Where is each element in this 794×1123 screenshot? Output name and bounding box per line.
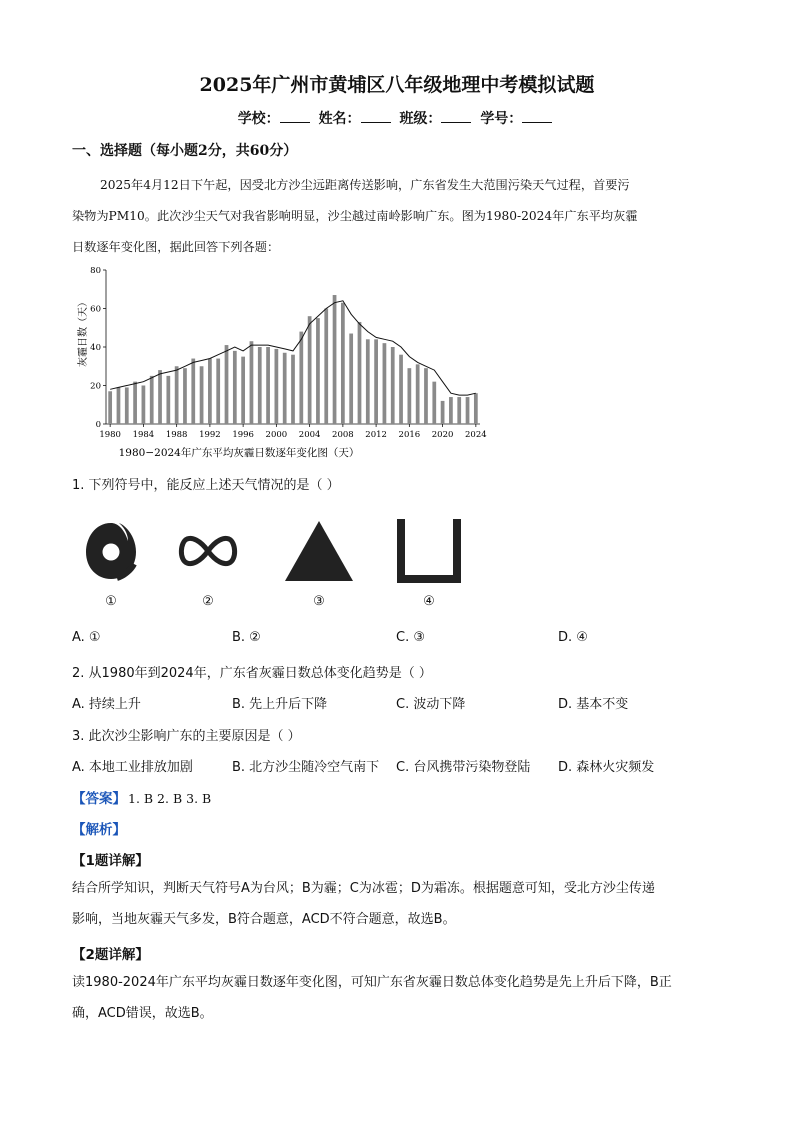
q3-option-a[interactable]: A. 本地工业排放加剧 [72, 760, 193, 775]
bar-2013 [383, 343, 387, 424]
x-tick-label: 1992 [199, 430, 221, 440]
bar-1997 [250, 341, 254, 424]
x-tick-label: 2008 [332, 430, 354, 440]
hail-icon [283, 519, 355, 583]
detail-1-line: 结合所学知识，判断天气符号A为台风；B为霾；C为冰雹；D为霜冻。根据题意可知，受北方沙尘传递 [72, 881, 655, 896]
x-tick-label: 2004 [298, 430, 321, 440]
q1-option-a[interactable]: A. ① [72, 630, 101, 645]
q1-option-c[interactable]: C. ③ [396, 630, 425, 645]
school-label: 学校： [237, 111, 280, 127]
x-tick-label: 1984 [132, 430, 155, 440]
detail-2-tag: 【2题详解】 [72, 947, 149, 963]
bar-1986 [158, 370, 162, 424]
bar-2003 [299, 332, 303, 424]
name-label: 姓名： [318, 111, 361, 127]
haze-icon [176, 532, 240, 570]
x-tick-label: 2020 [431, 430, 454, 440]
bar-2014 [391, 347, 395, 424]
bar-2009 [349, 334, 353, 424]
section-heading: 一、选择题（每小题2分，共60分） [72, 143, 298, 159]
bar-1993 [216, 359, 220, 424]
bar-1983 [133, 382, 137, 424]
q1-option-d[interactable]: D. ④ [558, 630, 588, 645]
bar-1999 [266, 347, 270, 424]
intro-line: 2025年4月12日下午起，因受北方沙尘远距离传送影响，广东省发生大范围污染天气过程，首要污 [100, 178, 630, 192]
detail-1-line: 影响，当地灰霾天气多发，B符合题意，ACD不符合题意，故选B。 [72, 912, 456, 927]
chart-title: 1980−2024年广东平均灰霾日数逐年变化图（天） [118, 447, 360, 459]
bar-1992 [208, 359, 212, 424]
y-tick-label: 20 [90, 381, 101, 392]
question-3: 3. 此次沙尘影响广东的主要原因是（ ） [72, 729, 301, 744]
bar-2019 [432, 382, 436, 424]
symbol-label-2: ② [202, 594, 214, 609]
bar-2015 [399, 355, 403, 424]
detail-1-tag: 【1题详解】 [72, 853, 149, 869]
question-1: 1. 下列符号中，能反应上述天气情况的是（ ） [72, 478, 340, 493]
bar-1980 [108, 391, 112, 424]
x-tick-label: 1988 [165, 430, 188, 440]
bar-1982 [125, 387, 129, 424]
frost-icon [397, 519, 461, 583]
x-tick-label: 2024 [465, 430, 487, 440]
haze-days-chart [74, 262, 494, 462]
detail-2-line: 确，ACD错误，故选B。 [72, 1006, 213, 1021]
answer-line [72, 787, 211, 807]
q2-option-a[interactable]: A. 持续上升 [72, 697, 141, 712]
x-tick-label: 2000 [265, 430, 288, 440]
bar-1985 [150, 376, 154, 424]
answer-text: 1. B 2. B 3. B [128, 791, 212, 806]
x-tick-label: 2016 [398, 430, 421, 440]
chart-bars [108, 295, 477, 424]
symbol-label-4: ④ [423, 594, 435, 609]
bar-2004 [308, 316, 312, 424]
analysis-tag: 【解析】 [72, 822, 126, 838]
x-tick-label: 2012 [365, 430, 387, 440]
chart-ylabel: 灰霾日数（天） [78, 297, 89, 367]
bar-2020 [441, 401, 445, 424]
q3-option-c[interactable]: C. 台风携带污染物登陆 [396, 760, 531, 775]
bar-1988 [175, 366, 179, 424]
detail-2-line: 读1980-2024年广东平均灰霾日数逐年变化图，可知广东省灰霾日数总体变化趋势是先上升后下降，B正 [72, 975, 672, 990]
symbol-label-1: ① [105, 594, 117, 609]
bar-2010 [358, 322, 362, 424]
x-tick-label: 1996 [232, 430, 254, 440]
class-label: 班级： [399, 111, 442, 127]
q3-option-d[interactable]: D. 森林火灾频发 [558, 760, 655, 775]
detail-1-paragraph [72, 873, 722, 935]
typhoon-icon [84, 516, 138, 584]
bar-1994 [225, 345, 229, 424]
class-blank[interactable] [441, 110, 471, 123]
y-tick-label: 80 [90, 266, 101, 276]
bar-2005 [316, 318, 320, 424]
bar-2017 [416, 364, 420, 424]
bar-2021 [449, 397, 453, 424]
bar-2006 [324, 309, 328, 425]
y-tick-label: 60 [90, 304, 101, 315]
q2-option-c[interactable]: C. 波动下降 [396, 697, 466, 712]
bar-2011 [366, 339, 370, 424]
number-label: 学号： [480, 111, 523, 127]
bar-2018 [424, 368, 428, 424]
q1-option-b[interactable]: B. ② [232, 630, 261, 645]
bar-1981 [117, 387, 121, 424]
detail-2-paragraph [72, 967, 722, 1029]
bar-1995 [233, 351, 237, 424]
intro-line: 染物为PM10。此次沙尘天气对我省影响明显，沙尘越过南岭影响广东。图为1980-2024年广东平均灰霾 [72, 209, 638, 223]
bar-2008 [341, 303, 345, 424]
name-blank[interactable] [361, 110, 391, 123]
symbol-label-3: ③ [313, 594, 325, 609]
bar-2022 [457, 397, 461, 424]
bar-1990 [191, 359, 195, 424]
bar-2000 [275, 349, 279, 424]
student-info-line [0, 108, 794, 128]
q3-option-b[interactable]: B. 北方沙尘随冷空气南下 [232, 760, 380, 775]
bar-2007 [333, 295, 337, 424]
number-blank[interactable] [522, 110, 552, 123]
intro-line: 日数逐年变化图，据此回答下列各题： [72, 240, 280, 254]
bar-1991 [200, 366, 204, 424]
bar-2024 [474, 393, 478, 424]
answer-tag: 【答案】 [72, 791, 126, 807]
x-tick-label: 1980 [99, 430, 121, 440]
bar-1996 [241, 357, 245, 424]
y-tick-label: 0 [95, 420, 101, 430]
bar-2023 [466, 397, 470, 424]
bar-1989 [183, 368, 187, 424]
bar-1984 [142, 386, 146, 425]
bar-2002 [291, 355, 295, 424]
bar-2016 [407, 368, 411, 424]
bar-1998 [258, 347, 262, 424]
bar-1987 [166, 376, 170, 424]
page-title: 2025年广州市黄埔区八年级地理中考模拟试题 [199, 74, 595, 96]
bar-2012 [374, 339, 378, 424]
bar-2001 [283, 353, 287, 424]
intro-paragraph [72, 170, 722, 263]
q2-option-b[interactable]: B. 先上升后下降 [232, 697, 328, 712]
question-2: 2. 从1980年到2024年，广东省灰霾日数总体变化趋势是（ ） [72, 666, 432, 681]
q2-option-d[interactable]: D. 基本不变 [558, 697, 629, 712]
y-tick-label: 40 [90, 343, 101, 353]
school-blank[interactable] [280, 110, 310, 123]
